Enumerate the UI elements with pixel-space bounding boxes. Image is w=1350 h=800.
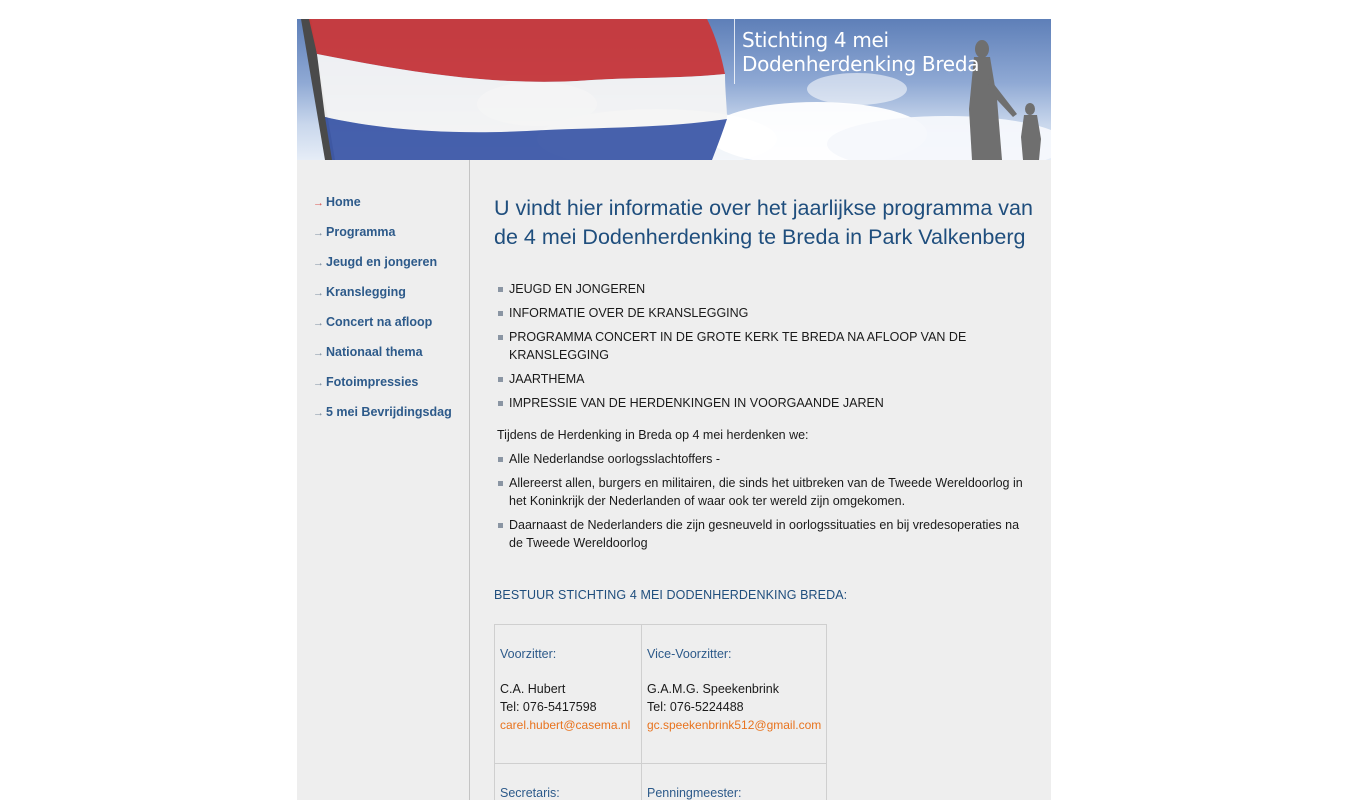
- site-title: [734, 19, 979, 84]
- board-cell-voorzitter: [495, 625, 642, 764]
- board-tel: Tel: 076-5417598: [500, 700, 597, 714]
- topic-link-text[interactable]: INFORMATIE OVER DE KRANSLEGGING: [509, 306, 749, 320]
- remembrance-list: [498, 450, 1033, 558]
- topic-link-jaarthema[interactable]: [498, 370, 1018, 388]
- list-item: Daarnaast de Nederlanders die zijn gesneuveld in oorlogssituaties en bij vredesoperaties na de Tweede Wereldoorlog: [498, 516, 1033, 552]
- intro-text: Tijdens de Herdenking in Breda op 4 mei herdenken we:: [497, 428, 809, 442]
- board-name: G.A.M.G. Speekenbrink: [647, 682, 780, 696]
- sidebar-item-kranslegging[interactable]: [313, 284, 452, 314]
- topic-link-text[interactable]: JAARTHEMA: [509, 372, 585, 386]
- board-role: Vice-Voorzitter:: [647, 647, 732, 661]
- topic-link-text[interactable]: JEUGD EN JONGEREN: [509, 282, 646, 296]
- sidebar-item-jeugd-en-jongeren[interactable]: [313, 254, 452, 284]
- table-row: [495, 764, 827, 800]
- board-heading: BESTUUR STICHTING 4 MEI DODENHERDENKING BREDA:: [494, 588, 848, 602]
- arrow-right-icon: →: [313, 197, 324, 209]
- sidebar-item-label: 5 mei Bevrijdingsdag: [326, 405, 452, 419]
- arrow-right-icon: →: [313, 407, 324, 419]
- board-role: Penningmeester:: [647, 786, 742, 800]
- board-table: [494, 624, 827, 800]
- topic-link-kranslegging[interactable]: [498, 304, 1018, 322]
- list-item: Allereerst allen, burgers en militairen, die sinds het uitbreken van de Tweede Wereldoorlog in het Koninkrijk der Nederlanden of waar ook ter wereld zijn omgekomen.: [498, 474, 1033, 510]
- arrow-right-icon: →: [313, 287, 324, 299]
- topic-link-jeugd[interactable]: [498, 280, 1018, 298]
- site-title-line1: Stichting 4 mei: [742, 28, 889, 52]
- arrow-right-icon: →: [313, 317, 324, 329]
- board-email-link[interactable]: gc.speekenbrink512@gmail.com: [647, 718, 822, 732]
- main-content: [470, 160, 1051, 800]
- board-cell-secretaris: [495, 764, 642, 800]
- topic-link-impressie[interactable]: [498, 394, 1018, 412]
- board-cell-penningmeester: [642, 764, 827, 800]
- board-cell-vice-voorzitter: [642, 625, 827, 764]
- arrow-right-icon: →: [313, 227, 324, 239]
- sidebar-item-label: Nationaal thema: [326, 345, 423, 359]
- list-item: Alle Nederlandse oorlogsslachtoffers -: [498, 450, 1033, 468]
- page-container: [297, 19, 1051, 800]
- topic-link-text[interactable]: IMPRESSIE VAN DE HERDENKINGEN IN VOORGAANDE JAREN: [509, 396, 884, 410]
- site-title-line2: Dodenherdenking Breda: [742, 52, 980, 76]
- board-email-link[interactable]: carel.hubert@casema.nl: [500, 718, 631, 732]
- sidebar-item-label: Concert na afloop: [326, 315, 433, 329]
- sidebar-item-label: Fotoimpressies: [326, 375, 419, 389]
- board-role: Secretaris:: [500, 786, 560, 800]
- sidebar-item-label: Kranslegging: [326, 285, 406, 299]
- sidebar-item-programma[interactable]: [313, 224, 452, 254]
- page-title: U vindt hier informatie over het jaarlijkse programma van de 4 mei Dodenherdenking te Breda in Park Valkenberg: [494, 196, 1033, 249]
- sidebar-item-label: Home: [326, 195, 361, 209]
- sidebar-nav: [313, 194, 452, 434]
- board-tel: Tel: 076-5224488: [647, 700, 744, 714]
- arrow-right-icon: →: [313, 347, 324, 359]
- arrow-right-icon: →: [313, 377, 324, 389]
- board-role: Voorzitter:: [500, 647, 557, 661]
- sidebar-item-bevrijdingsdag[interactable]: [313, 404, 452, 434]
- table-row: [495, 625, 827, 764]
- sidebar-item-home[interactable]: [313, 194, 452, 224]
- sidebar-item-label: Programma: [326, 225, 396, 239]
- header-banner: [297, 19, 1051, 160]
- arrow-right-icon: →: [313, 257, 324, 269]
- topic-link-concert[interactable]: [498, 328, 1018, 364]
- sidebar-item-concert-na-afloop[interactable]: [313, 314, 452, 344]
- sidebar-item-label: Jeugd en jongeren: [326, 255, 438, 269]
- board-name: C.A. Hubert: [500, 682, 566, 696]
- sidebar-item-fotoimpressies[interactable]: [313, 374, 452, 404]
- topic-links-list: [498, 280, 1018, 418]
- topic-link-text[interactable]: PROGRAMMA CONCERT IN DE GROTE KERK TE BREDA NA AFLOOP VAN DE KRANSLEGGING: [509, 330, 967, 362]
- sidebar: [297, 160, 470, 800]
- sidebar-item-nationaal-thema[interactable]: [313, 344, 452, 374]
